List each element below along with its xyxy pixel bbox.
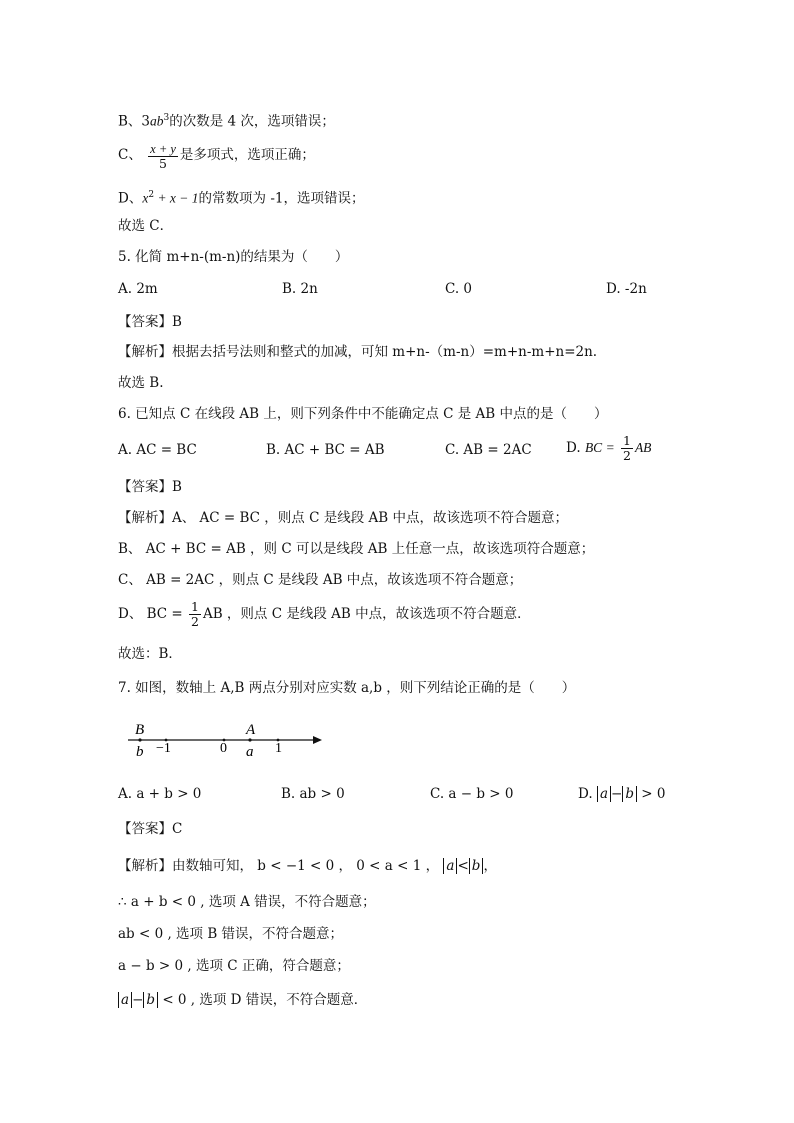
- label-lower-a: a: [246, 744, 254, 760]
- q6-analysis-b: B、 AC + BC = AB ，则 C 可以是线段 AB 上任意一点，故该选项符合题意；: [118, 541, 595, 557]
- label-zero: 0: [220, 741, 227, 756]
- q6-option-d: D. BC = $\frac{1}{2}$ AB: [566, 433, 652, 463]
- label-upper-a: A: [246, 722, 256, 738]
- number-line-figure: [118, 716, 328, 760]
- q5-option-a: A. 2m: [118, 281, 158, 297]
- q7-analysis-5: a − b < 0 , 选项 D 错误，不符合题意．: [118, 991, 367, 1009]
- q6-option-a: A. AC = BC: [118, 442, 197, 458]
- fraction: $\frac{x + y}{5}$: [150, 142, 176, 171]
- q6-analysis-d: D、 BC = $\frac{1}{2}$ AB ，则点 C 是线段 AB 中点，故该选项不符合题意．: [118, 599, 531, 629]
- fraction: $\frac{1}{2}$: [191, 599, 199, 629]
- q6-conclusion: 故选：B．: [118, 646, 182, 662]
- q6-analysis-c: C、 AB = 2AC ，则点 C 是线段 AB 中点，故该选项不符合题意；: [118, 572, 523, 588]
- fraction: $\frac{1}{2}$: [622, 433, 631, 463]
- label-one: 1: [275, 741, 282, 756]
- q4-option-c-explanation: C、 $\frac{x + y}{5}$ 是多项式，选项正确；: [118, 142, 315, 171]
- q7-analysis-2: ∴ a + b < 0 , 选项 A 错误，不符合题意；: [118, 894, 376, 910]
- q5-stem: 5. 化简 m+n-(m-n)的结果为（ ）: [118, 249, 349, 265]
- number-line-arrow: [313, 736, 322, 744]
- q6-option-c: C. AB = 2AC: [445, 442, 532, 458]
- q5-option-b: B. 2n: [282, 281, 318, 297]
- q4-conclusion: 故选 C．: [118, 218, 174, 234]
- q7-analysis-4: a − b > 0 , 选项 C 正确，符合题意；: [118, 958, 350, 974]
- q7-analysis-3: ab < 0 , 选项 B 错误，不符合题意；: [118, 926, 344, 942]
- label-upper-b: B: [135, 722, 145, 738]
- q5-answer: 【答案】B: [118, 314, 182, 330]
- q6-stem: 6. 已知点 C 在线段 AB 上，则下列条件中不能确定点 C 是 AB 中点的是（ ）: [118, 406, 608, 422]
- q5-option-d: D. -2n: [606, 281, 647, 297]
- q7-option-c: C. a − b > 0: [430, 786, 514, 802]
- q7-analysis-1: 【解析】由数轴可知， b < −1 < 0 ， 0 < a < 1 ， a < b ，: [118, 858, 497, 874]
- q5-analysis: 【解析】根据去括号法则和整式的加减，可知 m+n-（m-n）=m+n-m+n=2n.: [118, 344, 598, 360]
- q7-stem: 7. 如图，数轴上 A,B 两点分别对应实数 a,b ，则下列结论正确的是（ ）: [118, 680, 576, 696]
- point-b-dot: [138, 738, 141, 741]
- q7-answer: 【答案】C: [118, 821, 183, 837]
- q7-option-b: B. ab > 0: [281, 786, 345, 802]
- q7-option-d: D. a − b > 0: [578, 786, 666, 802]
- label-lower-b: b: [136, 744, 144, 760]
- q6-answer: 【答案】B: [118, 479, 182, 495]
- q6-option-b: B. AC + BC = AB: [266, 442, 385, 458]
- q4-option-d-explanation: D、$x^2 + x - 1$的常数项为 -1，选项错误；: [118, 190, 365, 207]
- q5-conclusion: 故选 B.: [118, 375, 164, 391]
- point-a-dot: [248, 738, 251, 741]
- q7-option-a: A. a + b > 0: [118, 786, 202, 802]
- q4-option-b-explanation: B、$3ab^3$的次数是 4 次，选项错误；: [118, 113, 335, 130]
- q5-option-c: C. 0: [445, 281, 473, 297]
- label-minus1: −1: [156, 741, 171, 756]
- q6-analysis-a: 【解析】A、 AC = BC ，则点 C 是线段 AB 中点，故该选项不符合题意；: [118, 510, 568, 526]
